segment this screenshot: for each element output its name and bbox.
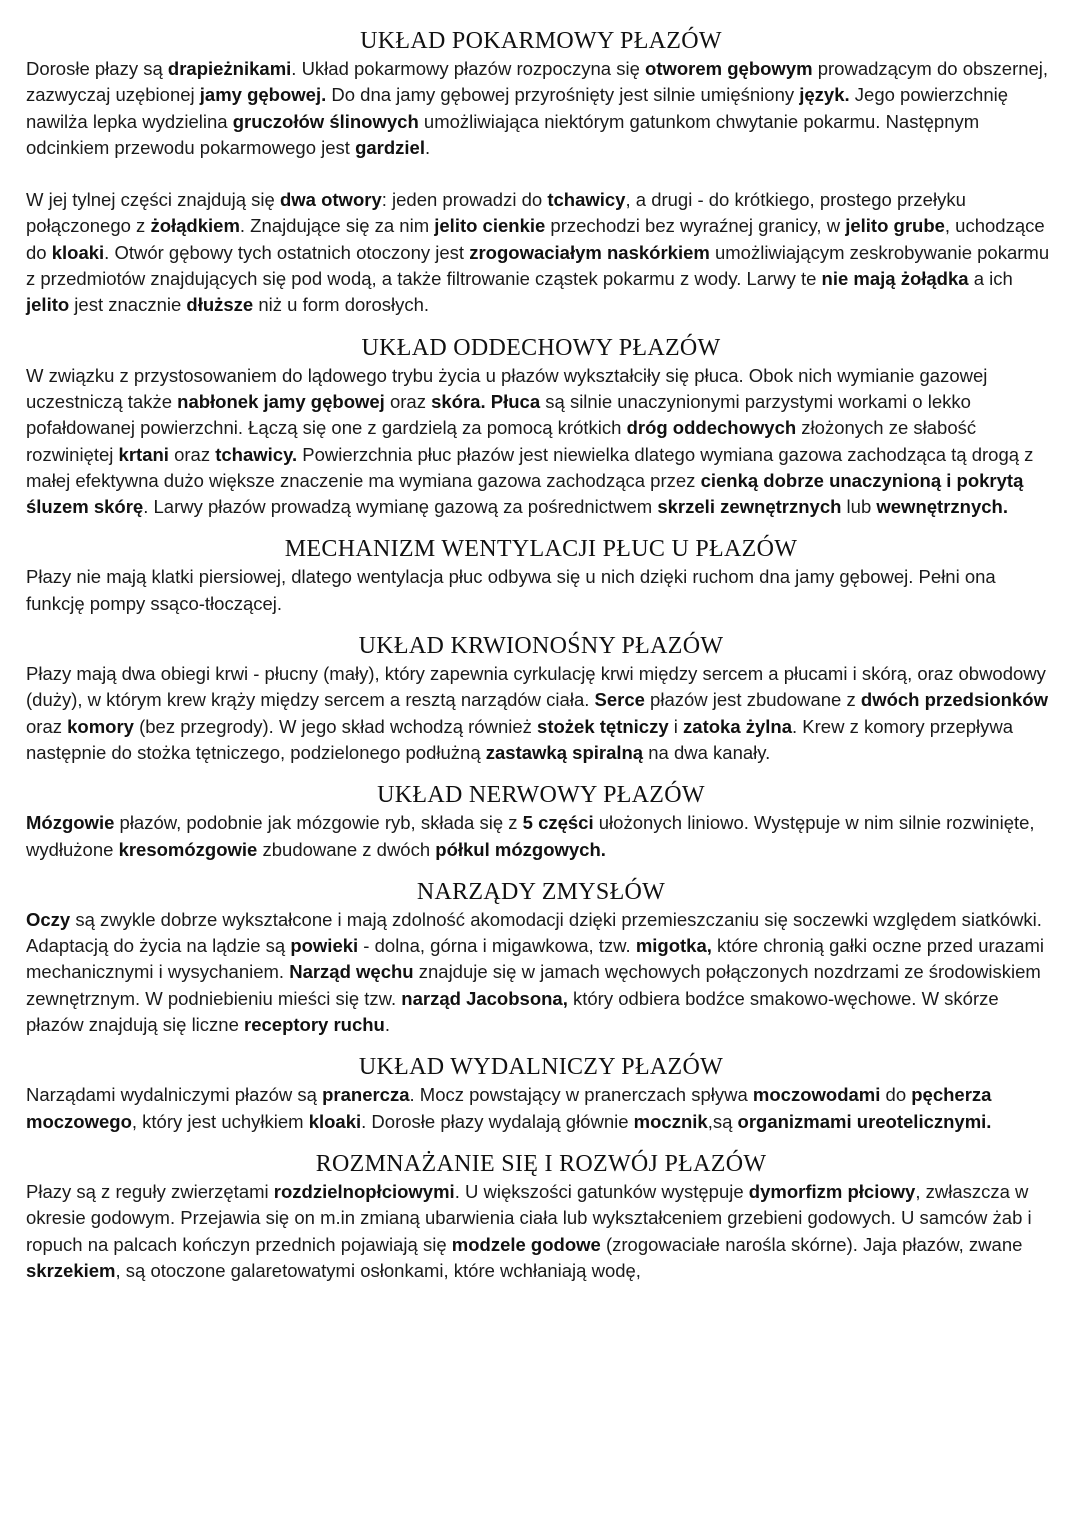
text-run: Płazy mają dwa obiegi krwi - płucny (mały), który zapewnia cyrkulację krwi między sercem a płucami i skórą, oraz obwodowy (duży), w którym krew krąży między sercem a resztą narządów ciała. xyxy=(26,663,1046,711)
section xyxy=(26,1052,1056,1135)
text-run: (zrogowaciałe narośla skórne). Jaja płazów, zwane xyxy=(600,1233,1023,1255)
text-run: Powierzchnia płuc płazów jest niewielka dlatego wymiana gazowa zachodząca tą drogą z małej efektywna dużo większe znaczenie ma wymiana gazowa zachodząca przez xyxy=(26,443,1034,491)
bold-term: Mózgowie xyxy=(26,812,115,834)
text-run: złożonych ze słabość rozwiniętej xyxy=(26,417,977,465)
section xyxy=(26,1149,1056,1284)
text-run: . Larwy płazów prowadzą wymianę gazową za pośrednictwem xyxy=(143,496,658,518)
text-run: Płazy są z reguły zwierzętami xyxy=(26,1180,274,1202)
text-run: są zwykle dobrze wykształcone i mają zdolność akomodacji dzięki przemieszczaniu się soczewki względem siatkówki. Adaptacją do życia na lądzie są xyxy=(26,908,1042,957)
paragraph xyxy=(26,187,1056,318)
paragraph xyxy=(26,564,1056,617)
bold-term: mocznik xyxy=(633,1110,708,1132)
paragraph-spacer xyxy=(26,161,1056,187)
bold-term: skrzeli zewnętrznych xyxy=(657,496,842,518)
bold-term: wewnętrznych. xyxy=(876,496,1008,518)
bold-term: jelito xyxy=(26,294,70,316)
bold-term: krtani xyxy=(118,443,169,465)
text-run: prowadzącym do obszernej, zazwyczaj uzębionej xyxy=(26,58,1049,106)
section-spacer xyxy=(26,520,1056,534)
bold-term: zatoka żylna xyxy=(683,715,793,737)
text-run: płazów jest zbudowane z xyxy=(644,689,861,711)
text-run: . Układ pokarmowy płazów rozpoczyna się xyxy=(291,58,646,79)
bold-term: gardziel xyxy=(355,136,425,158)
bold-term: kloaki xyxy=(308,1110,362,1132)
section-spacer xyxy=(26,1038,1056,1052)
paragraph xyxy=(26,1082,1056,1135)
section xyxy=(26,26,1056,319)
text-run: . Dorosłe płazy wydalają głównie xyxy=(361,1110,634,1132)
bold-term: pranercza xyxy=(322,1084,410,1106)
text-run: płazów, podobnie jak mózgowie ryb, składa się z xyxy=(114,812,523,834)
bold-term: żołądkiem xyxy=(150,215,240,237)
text-run: Dorosłe płazy są xyxy=(26,58,168,79)
text-run: umożliwiającym zeskrobywanie pokarmu z przedmiotów znajdujących się pod wodą, a także filtrowanie cząstek pokarmu z wody. Larwy te xyxy=(26,241,1050,290)
text-run: na dwa kanały. xyxy=(643,741,771,763)
section-spacer xyxy=(26,617,1056,631)
section-spacer xyxy=(26,1135,1056,1149)
text-run: . Mocz powstający w pranerczach spływa xyxy=(409,1084,753,1106)
text-run: niż u form dorosłych. xyxy=(253,294,430,316)
bold-term: jamy gębowej. xyxy=(199,84,327,106)
text-run: Narządami wydalniczymi płazów są xyxy=(26,1084,323,1106)
section-heading: ROZMNAŻANIE SIĘ I ROZWÓJ PŁAZÓW xyxy=(315,1150,767,1177)
bold-term: migotka, xyxy=(635,935,712,957)
bold-term: modzele godowe xyxy=(451,1233,601,1255)
text-run: a ich xyxy=(968,268,1013,290)
section-heading: UKŁAD KRWIONOŚNY PŁAZÓW xyxy=(358,633,724,660)
text-run: które chronią gałki oczne przed urazami mechanicznymi i wysychaniem. xyxy=(26,935,1045,983)
bold-term: półkul mózgowych. xyxy=(435,838,606,860)
bold-term: dróg oddechowych xyxy=(626,417,797,439)
text-run: . Krew z komory przepływa następnie do stożka tętniczego, podzielonego podłużną xyxy=(26,715,1014,763)
section-heading: UKŁAD ODDECHOWY PŁAZÓW xyxy=(361,334,721,361)
bold-term: dwa otwory xyxy=(279,189,382,211)
bold-term: narząd Jacobsona, xyxy=(401,987,568,1009)
section-spacer xyxy=(26,319,1056,333)
text-run: , są otoczone galaretowatymi osłonkami, które wchłaniają wodę, xyxy=(115,1259,641,1281)
bold-term: język. xyxy=(799,84,850,106)
text-run: Do dna jamy gębowej przyrośnięty jest silnie umięśniony xyxy=(326,84,800,106)
paragraph xyxy=(26,1179,1056,1284)
text-run: oraz xyxy=(26,715,68,737)
paragraph xyxy=(26,661,1056,766)
bold-term: skóra. xyxy=(431,390,486,412)
text-run: . Znajdujące się za nim xyxy=(239,215,435,237)
text-run: . U większości gatunków występuje xyxy=(454,1180,749,1202)
bold-term: organizmami ureotelicznymi. xyxy=(737,1110,992,1132)
text-run: znajduje się w jamach węchowych połączonych nozdrzami ze środowiskiem zewnętrznym. W podniebieniu mieści się tzw. xyxy=(26,961,1041,1009)
bold-term: Serce xyxy=(594,689,645,711)
bold-term: stożek tętniczy xyxy=(537,715,669,737)
bold-term: tchawicy xyxy=(547,189,626,211)
section xyxy=(26,534,1056,617)
section xyxy=(26,333,1056,521)
bold-term: drapieżnikami xyxy=(167,58,292,79)
section xyxy=(26,877,1056,1038)
text-run: . xyxy=(384,1014,391,1036)
bold-term: jelito grube xyxy=(845,215,945,237)
text-run: : jeden prowadzi do xyxy=(381,189,548,211)
section-heading: UKŁAD NERWOWY PŁAZÓW xyxy=(377,782,705,809)
bold-term: komory xyxy=(67,715,134,737)
bold-term: Płuca xyxy=(490,390,541,412)
bold-term: zastawką spiralną xyxy=(485,741,644,763)
bold-term: nie mają żołądka xyxy=(821,268,969,290)
text-run: jest znacznie xyxy=(69,294,187,316)
bold-term: moczowodami xyxy=(752,1084,881,1106)
bold-term: dłuższe xyxy=(186,294,254,316)
text-run: są silnie unaczynionymi parzystymi workami o lekko pofałdowanej powierzchni. Łączą się one z gardzielą za pomocą krótkich xyxy=(26,390,971,439)
text-run: ułożonych liniowo. Występuje w nim silnie rozwinięte, wydłużone xyxy=(26,812,1035,860)
text-run: , który jest uchyłkiem xyxy=(131,1110,309,1132)
bold-term: zrogowaciałym naskórkiem xyxy=(469,241,710,263)
bold-term: dwóch przedsionków xyxy=(860,689,1048,711)
section-heading: UKŁAD WYDALNICZY PŁAZÓW xyxy=(358,1054,724,1081)
bold-term: pęcherza moczowego xyxy=(26,1084,992,1132)
bold-term: kloaki xyxy=(51,241,105,263)
text-run: , a drugi - do krótkiego, prostego przełyku połączonego z xyxy=(26,189,966,237)
bold-term: rozdzielnopłciowymi xyxy=(273,1180,455,1202)
bold-term: tchawicy. xyxy=(215,443,298,465)
text-run: (bez przegrody). W jego skład wchodzą również xyxy=(133,715,538,737)
text-run: W związku z przystosowaniem do lądowego trybu życia u płazów wykształciły się płuca. Obok nich wymianie gazowej uczestniczą także xyxy=(26,364,988,412)
bold-term: gruczołów ślinowych xyxy=(232,110,419,132)
paragraph xyxy=(26,363,1056,521)
section-spacer xyxy=(26,863,1056,877)
section xyxy=(26,780,1056,863)
text-run: , zwłaszcza w okresie godowym. Przejawia się on m.in zmianą ubarwienia ciała lub wykształceniem grzebieni godowych. U samców żab i ropuch na palcach kończyn przednich pojawiają się xyxy=(26,1180,1032,1255)
document-page xyxy=(26,26,1056,1284)
bold-term: skrzekiem xyxy=(26,1259,116,1281)
text-run: przechodzi bez wyraźnej granicy, w xyxy=(545,215,846,237)
bold-term: Narząd węchu xyxy=(289,961,414,983)
text-run: ,są xyxy=(707,1110,738,1132)
section-heading: UKŁAD POKARMOWY PŁAZÓW xyxy=(360,28,722,54)
bold-term: otworem gębowym xyxy=(645,58,813,79)
bold-term: dymorfizm płciowy xyxy=(748,1180,916,1202)
text-run: i xyxy=(668,715,684,737)
paragraph xyxy=(26,56,1056,161)
text-run: lub xyxy=(841,496,877,518)
text-run: Jego powierzchnię nawilża lepka wydzielina xyxy=(26,84,1009,132)
bold-term: powieki xyxy=(290,935,359,957)
text-run: który odbiera bodźce smakowo-węchowe. W skórze płazów znajdują się liczne xyxy=(26,987,999,1036)
text-run: zbudowane z dwóch xyxy=(257,838,436,860)
text-run: . xyxy=(424,136,431,158)
section-heading: MECHANIZM WENTYLACJI PŁUC U PŁAZÓW xyxy=(284,536,798,563)
text-run: , uchodzące do xyxy=(26,215,1045,263)
bold-term: jelito cienkie xyxy=(434,215,546,237)
bold-term: Oczy xyxy=(26,908,71,930)
text-run: . Otwór gębowy tych ostatnich otoczony jest xyxy=(104,241,470,263)
text-run: - dolna, górna i migawkowa, tzw. xyxy=(358,935,636,957)
text-run: oraz xyxy=(384,390,432,412)
paragraph xyxy=(26,907,1056,1038)
text-run: oraz xyxy=(168,443,216,465)
bold-term: 5 części xyxy=(522,812,594,834)
bold-term: kresomózgowie xyxy=(118,838,258,860)
section-heading: NARZĄDY ZMYSŁÓW xyxy=(416,878,666,905)
text-run: do xyxy=(880,1084,912,1106)
paragraph xyxy=(26,810,1056,863)
section-spacer xyxy=(26,766,1056,780)
section xyxy=(26,631,1056,766)
text-run: Płazy nie mają klatki piersiowej, dlatego wentylacja płuc odbywa się u nich dzięki ruchom dna jamy gębowej. Pełni ona funkcję pompy ssąco-tłoczącej. xyxy=(26,566,996,614)
bold-term: receptory ruchu xyxy=(244,1014,385,1036)
bold-term: nabłonek jamy gębowej xyxy=(177,390,385,412)
text-run: umożliwiająca niektórym gatunkom chwytanie pokarmu. Następnym odcinkiem przewodu pokarmowego jest xyxy=(26,110,980,158)
bold-term: cienką dobrze unaczynioną i pokrytą śluzem skórę xyxy=(26,469,1024,518)
text-run: W jej tylnej części znajdują się xyxy=(26,189,280,211)
